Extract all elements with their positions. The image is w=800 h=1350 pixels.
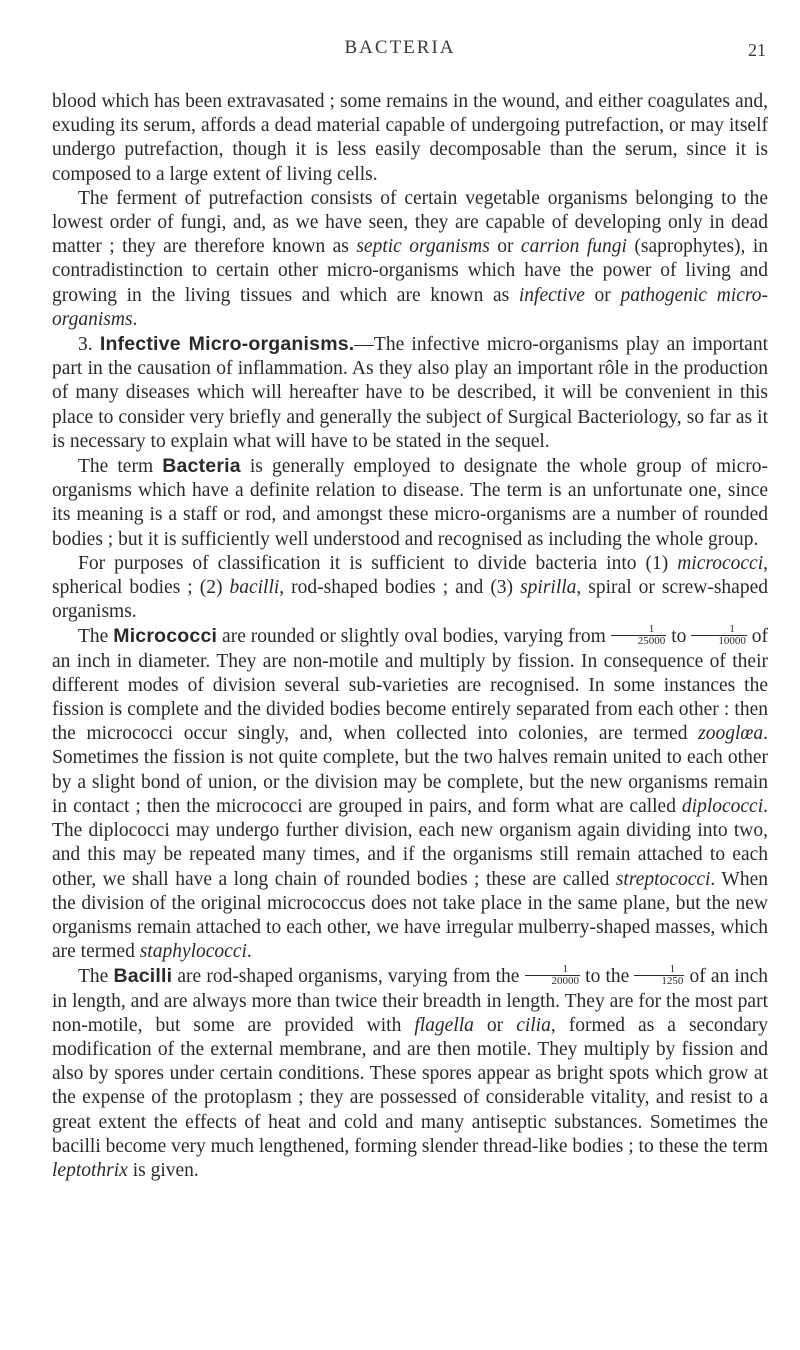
paragraph-bacilli: The Bacilli are rod-shaped organisms, varying from the $\frac{1}{20000}$ to the $\frac{1}{1250}$ of an inch in length, and are always more than twice their breadth in length. They are for the most part non-motile, but some are provided with flagella or cilia, formed as a secondary modification of the external membrane, and are then motile. They multiply by fission and also by spores under certain conditions. These spores appear as bright spots which grow at the expense of the protoplasm ; they are possessed of considerable vitality, and resist to a great extent the effects of heat and cold and many antiseptic substances. Sometimes the bacilli become very much lengthened, forming slender thread-like bodies ; to these the term leptothrix is given.: [52, 963, 769, 1181]
paragraph-bacteria: The term Bacteria is generally employed to designate the whole group of micro-organisms which have a definite relation to disease. The term is an unfortunate one, since its meaning is a staff or rod, and amongst these micro-organisms are a number of rounded bodies ; but it is sufficiently well understood and recognised as including the whole group.: [52, 455, 768, 550]
paragraph-classification: For purposes of classification it is sufficient to divide bacteria into (1) micrococci, spherical bodies ; (2) bacilli, rod-shaped bodies ; and (3) spirilla, spiral or screw-shaped organisms.: [52, 552, 768, 623]
heading-micrococci: Micrococci: [113, 625, 218, 648]
term-flagella: flagella: [414, 1014, 474, 1036]
body-text: [52, 90, 768, 1183]
term-infective: infective: [518, 284, 585, 306]
term-micrococci: micrococci: [677, 552, 764, 574]
fraction-bacilli-min: $\frac{1}{20000}$: [525, 964, 581, 987]
paragraph-blood: blood which has been extravasated ; some remains in the wound, and either coagulates and, exuding its serum, affords a dead material capable of undergoing putrefaction, or may itself undergo putrefaction, though it is less easily decomposable than the serum, since it is composed to a large extent of living cells.: [52, 91, 768, 185]
section-heading-infective: Infective Micro-organisms.: [99, 333, 355, 356]
running-title: BACTERIA: [344, 37, 456, 58]
term-cilia: cilia: [516, 1014, 551, 1036]
fraction-micrococci-max: $\frac{1}{10000}$: [691, 624, 747, 647]
term-spirilla: spirilla: [520, 577, 577, 599]
term-streptococci: streptococci: [615, 868, 711, 890]
paragraph-infective-micro-organisms: 3. Infective Micro-organisms.—The infective micro-organisms play an important part in the causation of inflammation. As they also play an important rôle in the production of many diseases which will hereafter have to be described, it will be convenient in this place to consider very briefly and generally the subject of Surgical Bacteriology, so far as it is necessary to explain what will have to be stated in the sequel.: [52, 333, 769, 452]
heading-bacilli: Bacilli: [113, 965, 173, 988]
heading-bacteria: Bacteria: [162, 455, 241, 478]
term-pathogenic: pathogenic micro-organisms: [52, 284, 768, 330]
page-number: 21: [748, 40, 766, 60]
term-septic-organisms: septic organisms: [356, 236, 490, 258]
page-header: [0, 34, 800, 64]
term-leptothrix: leptothrix: [52, 1159, 128, 1181]
term-diplococci: diplococci: [681, 795, 764, 817]
term-carrion-fungi: carrion fungi: [520, 236, 627, 258]
fraction-micrococci-min: $\frac{1}{25000}$: [611, 624, 667, 647]
fraction-bacilli-max: $\frac{1}{1250}$: [634, 964, 684, 987]
term-bacilli: bacilli: [229, 577, 280, 599]
term-zooglaea: zooglœa: [698, 723, 764, 745]
paragraph-micrococci: The Micrococci are rounded or slightly oval bodies, varying from $\frac{1}{25000}$ to $\frac{1}{10000}$ of an inch in diameter. They are non-motile and multiply by fission. In consequence of their different modes of division several sub-varieties are recognised. In some instances the fission is complete and the divided bodies become entirely separated from each other : then the micrococci occur singly, and, when collected into colonies, are termed zooglœa. Sometimes the fission is not quite complete, but the two halves remain united to each other by a slight bond of union, or the division may be complete, but the new organisms remain in contact ; then the micrococci are grouped in pairs, and form what are called diplococci. The diplococci may undergo further division, each new organism again dividing into two, and this may be repeated many times, and if the organisms still remain attached to each other, we shall have a long chain of rounded bodies ; these are called streptococci. When the division of the original micrococcus does not take place in the same plane, but the new organisms remain attached to each other, we have irregular mulberry-shaped masses, which are termed staphylococci.: [52, 623, 768, 963]
term-staphylococci: staphylococci: [139, 941, 247, 963]
paragraph-ferment: The ferment of putrefaction consists of certain vegetable organisms belonging to the lowest order of fungi, and, as we have seen, they are capable of developing only in dead matter ; they are therefore known as septic organisms or carrion fungi (saprophytes), in contradistinction to certain other micro-organisms which have the power of living and growing in the living tissues and which are known as infective or pathogenic micro-organisms.: [52, 187, 768, 330]
